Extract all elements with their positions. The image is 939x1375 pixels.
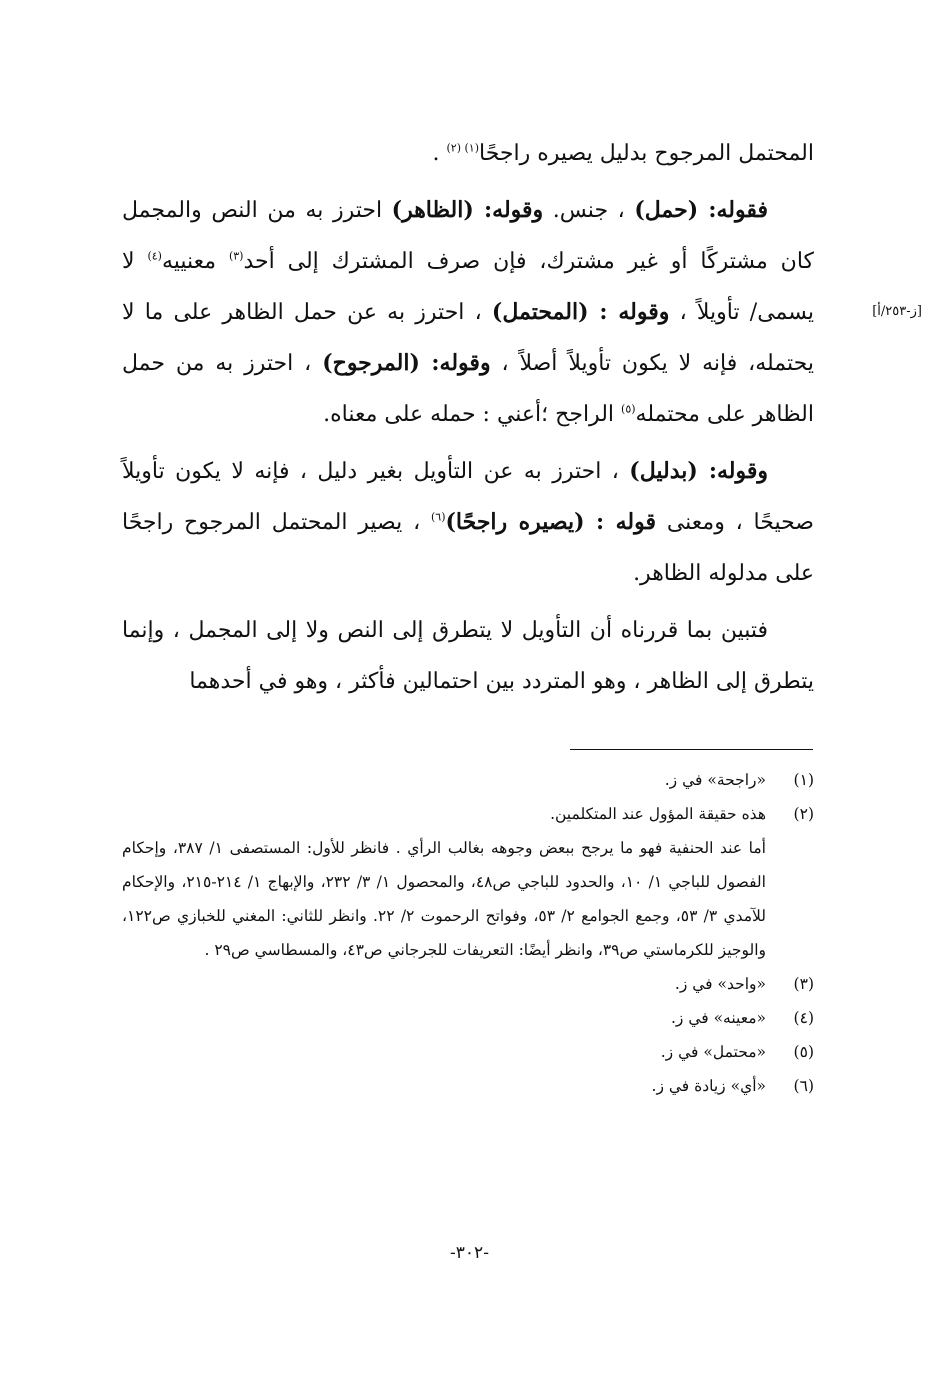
main-text xyxy=(122,128,814,713)
footnote-separator xyxy=(570,749,813,750)
footnote-number: (٦) xyxy=(793,1077,814,1095)
footnote-reference: (٦) xyxy=(430,510,446,524)
footnote xyxy=(122,763,814,797)
text-run: معنييه xyxy=(161,249,229,274)
text-run: ، احترز به عن حمل الظاهر على ما لا يحتمله، فإنه لا يكون تأويلاً أصلاً ، xyxy=(122,300,814,376)
footnote-text: «معينه» في ز. xyxy=(670,1009,766,1027)
text-run: الراجح ؛أعني : حمله على معناه. xyxy=(323,402,622,427)
footnote xyxy=(122,1001,814,1035)
footnote-reference: (٣) xyxy=(228,249,244,263)
footnote-number: (٢) xyxy=(793,805,814,823)
paragraph xyxy=(122,605,814,707)
footnote-reference: (٤) xyxy=(147,249,162,263)
footnote-text: هذه حقيقة المؤول عند المتكلمين. xyxy=(550,805,766,823)
paragraph xyxy=(122,128,814,179)
text-run: ، جنس. xyxy=(543,198,635,223)
bold-term: وقوله: (المرجوح) xyxy=(322,350,491,376)
bold-term: وقوله : (المحتمل) xyxy=(491,299,670,325)
footnote-reference: (١) (٢) xyxy=(446,141,480,155)
bold-term: قوله : (يصيره راجحًا) xyxy=(445,509,657,535)
footnote-number: (١) xyxy=(793,771,814,789)
text-run: ، احترز به عن التأويل بغير دليل ، فإنه لا يكون تأويلاً صحيحًا ، ومعنى xyxy=(122,459,814,535)
paragraph xyxy=(122,185,814,440)
footnote-number: (٣) xyxy=(793,975,814,993)
bold-term: وقوله: (بدليل) xyxy=(629,458,768,484)
footnote-text: أما عند الحنفية فهو ما يرجح ببعض وجوهه بغالب الرأي . فانظر للأول: المستصفى ١/ ٣٨٧، وإحكام الفصول للباجي ١/ ١٠، والحدود للباجي ص٤٨، والمحصول ١/ ٣/ ٢٣٢، والإبهاج ١/ ٢١٤-٢١٥، والإحكام للآمدي ٣/ ٥٣، وجمع الجوامع ٢/ ٥٣، وفواتح الرحموت ٢/ ٢٢. وانظر للثاني: المغني للخبازي ص١٢٢، والوجيز للكرماستي ص٣٩، وانظر أيضًا: التعريفات للجرجاني ص٤٣، والمسطاسي ص٢٩ . xyxy=(122,839,766,959)
bold-term: وقوله: (الظاهر) xyxy=(391,197,544,223)
footnote-text: «أي» زيادة في ز. xyxy=(651,1077,766,1095)
text-run: ، يصير المحتمل المرجوح راجحًا على مدلوله الظاهر. xyxy=(122,510,814,586)
bold-term: فقوله: (حمل) xyxy=(634,197,768,223)
footnote xyxy=(122,1069,814,1103)
paragraph xyxy=(122,446,814,599)
footnote xyxy=(122,831,814,967)
page-number: -٣٠٢- xyxy=(450,1243,489,1263)
footnote-number: (٥) xyxy=(793,1043,814,1061)
text-run: لا يسمى/ تأويلاً ، xyxy=(122,249,815,325)
footnote-text: «محتمل» في ز. xyxy=(660,1043,766,1061)
footnote xyxy=(122,967,814,1001)
footnote-number: (٤) xyxy=(793,1009,814,1027)
text-run: احترز به من النص والمجمل كان مشتركًا أو غير مشترك، فإن صرف المشترك إلى أحد xyxy=(122,198,815,274)
text-run: . xyxy=(432,141,447,166)
text-run: فتبين بما قررناه أن التأويل لا يتطرق إلى النص ولا إلى المجمل ، وإنما يتطرق إلى الظاهر ، وهو المتردد بين احتمالين فأكثر ، وهو في أحدهما xyxy=(122,618,814,694)
manuscript-margin-note: [ز-٢٥٣/أ] xyxy=(872,304,922,319)
footnote xyxy=(122,797,814,831)
footnote-reference: (٥) xyxy=(621,402,636,416)
footnote-text: «واحد» في ز. xyxy=(674,975,766,993)
footnote xyxy=(122,1035,814,1069)
footnotes xyxy=(122,763,814,1103)
text-run: المحتمل المرجوح بدليل يصيره راجحًا xyxy=(479,141,814,166)
text-run: ، احترز به من حمل الظاهر على محتمله xyxy=(122,351,814,427)
footnote-text: «راجحة» في ز. xyxy=(664,771,766,789)
